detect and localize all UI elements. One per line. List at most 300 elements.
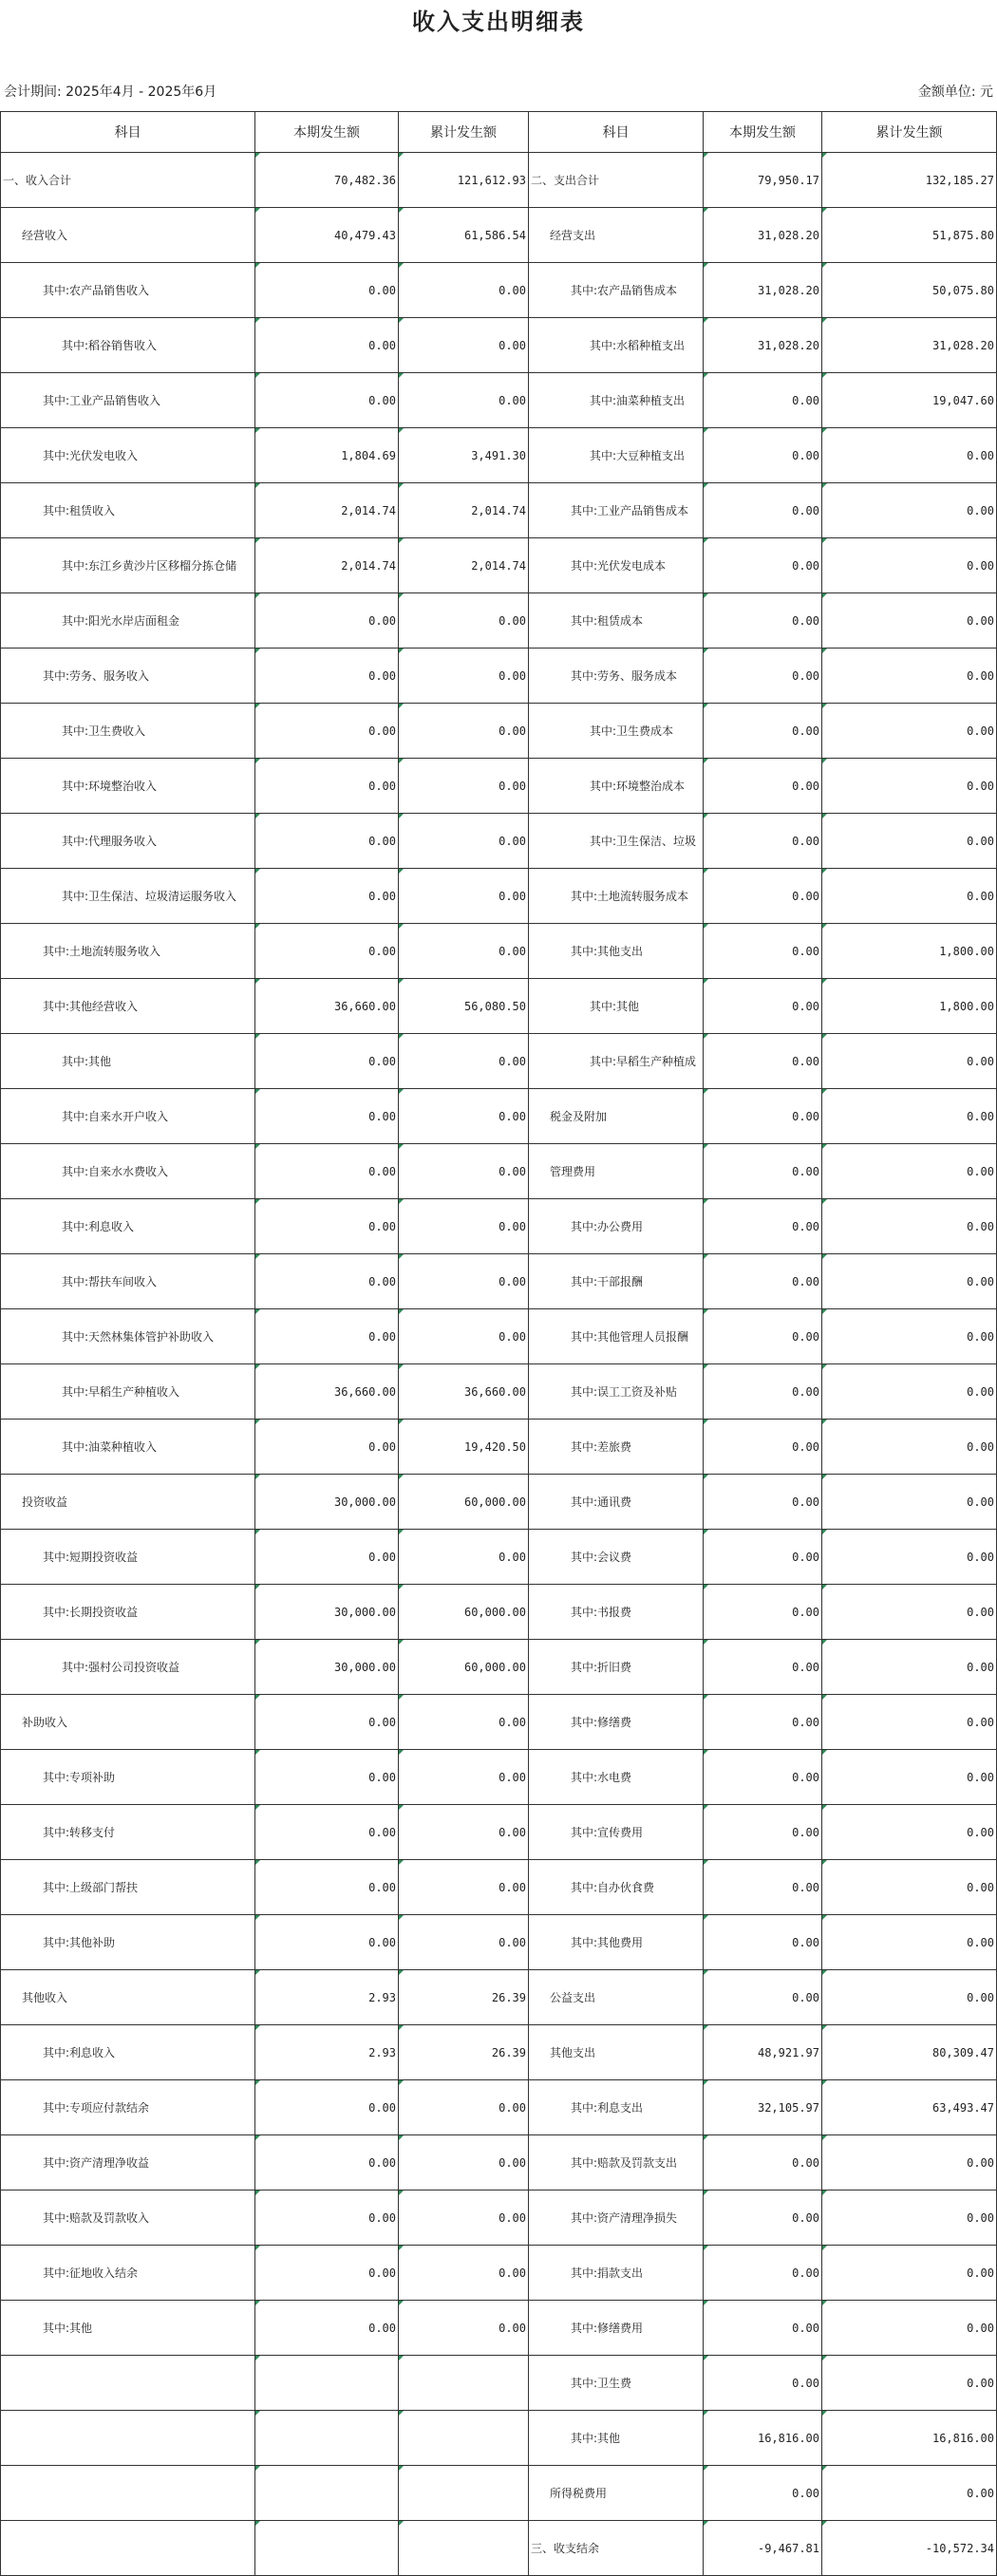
income-cumulative-cell: 0.00 bbox=[399, 1750, 529, 1805]
income-subject-cell: 其中:劳务、服务收入 bbox=[1, 649, 255, 704]
income-cumulative-cell: 0.00 bbox=[399, 924, 529, 979]
expense-subject-cell: 其中:修缮费 bbox=[529, 1695, 704, 1750]
expense-subject-cell: 其中:光伏发电成本 bbox=[529, 538, 704, 593]
expense-cumulative-cell: 0.00 bbox=[822, 483, 997, 538]
income-cumulative-cell: 0.00 bbox=[399, 1309, 529, 1364]
income-cumulative-cell bbox=[399, 2466, 529, 2521]
expense-subject-cell: 管理费用 bbox=[529, 1144, 704, 1199]
income-cumulative-cell: 60,000.00 bbox=[399, 1585, 529, 1640]
expense-subject-cell: 其中:赔款及罚款支出 bbox=[529, 2135, 704, 2191]
expense-current-cell: 0.00 bbox=[704, 2191, 822, 2246]
expense-cumulative-cell: 16,816.00 bbox=[822, 2411, 997, 2466]
expense-cumulative-cell: 0.00 bbox=[822, 1144, 997, 1199]
header-subject-income: 科目 bbox=[1, 112, 255, 153]
expense-current-cell: 0.00 bbox=[704, 1805, 822, 1860]
expense-cumulative-cell: 0.00 bbox=[822, 1309, 997, 1364]
expense-current-cell: 0.00 bbox=[704, 2466, 822, 2521]
income-cumulative-cell: 0.00 bbox=[399, 759, 529, 814]
income-cumulative-cell: 19,420.50 bbox=[399, 1420, 529, 1475]
expense-subject-cell: 其中:早稻生产种植成 bbox=[529, 1034, 704, 1089]
table-row bbox=[1, 1420, 997, 1475]
income-cumulative-cell: 0.00 bbox=[399, 1915, 529, 1970]
income-current-cell: 2,014.74 bbox=[255, 538, 399, 593]
income-current-cell: 0.00 bbox=[255, 1805, 399, 1860]
expense-cumulative-cell: 51,875.80 bbox=[822, 208, 997, 263]
expense-cumulative-cell: 0.00 bbox=[822, 593, 997, 649]
expense-current-cell: 0.00 bbox=[704, 1144, 822, 1199]
income-cumulative-cell: 60,000.00 bbox=[399, 1475, 529, 1530]
income-cumulative-cell bbox=[399, 2411, 529, 2466]
income-subject-cell: 其中:征地收入结余 bbox=[1, 2246, 255, 2301]
income-current-cell: 0.00 bbox=[255, 1199, 399, 1254]
income-subject-cell: 其中:其他经营收入 bbox=[1, 979, 255, 1034]
table-row bbox=[1, 1805, 997, 1860]
income-current-cell: 0.00 bbox=[255, 759, 399, 814]
income-cumulative-cell: 0.00 bbox=[399, 1860, 529, 1915]
income-subject-cell: 其中:工业产品销售收入 bbox=[1, 373, 255, 428]
income-cumulative-cell: 26.39 bbox=[399, 2025, 529, 2080]
income-current-cell: 0.00 bbox=[255, 2191, 399, 2246]
table-body bbox=[1, 153, 997, 2576]
income-current-cell: 36,660.00 bbox=[255, 979, 399, 1034]
expense-cumulative-cell: 50,075.80 bbox=[822, 263, 997, 318]
income-subject-cell: 经营收入 bbox=[1, 208, 255, 263]
header-cumulative-amount-income: 累计发生额 bbox=[399, 112, 529, 153]
income-cumulative-cell: 0.00 bbox=[399, 1695, 529, 1750]
income-current-cell: 0.00 bbox=[255, 814, 399, 869]
expense-subject-cell: 其他支出 bbox=[529, 2025, 704, 2080]
table-row bbox=[1, 1254, 997, 1309]
expense-cumulative-cell: 31,028.20 bbox=[822, 318, 997, 373]
income-current-cell bbox=[255, 2466, 399, 2521]
expense-subject-cell: 所得税费用 bbox=[529, 2466, 704, 2521]
income-current-cell: 2.93 bbox=[255, 2025, 399, 2080]
income-subject-cell: 其中:东江乡黄沙片区移榴分拣仓储 bbox=[1, 538, 255, 593]
income-current-cell: 0.00 bbox=[255, 1530, 399, 1585]
income-cumulative-cell: 0.00 bbox=[399, 1089, 529, 1144]
income-subject-cell: 其中:上级部门帮扶 bbox=[1, 1860, 255, 1915]
income-cumulative-cell: 0.00 bbox=[399, 1199, 529, 1254]
expense-cumulative-cell: 80,309.47 bbox=[822, 2025, 997, 2080]
income-subject-cell: 其中:光伏发电收入 bbox=[1, 428, 255, 483]
expense-current-cell: 0.00 bbox=[704, 1530, 822, 1585]
income-current-cell: 0.00 bbox=[255, 924, 399, 979]
table-row bbox=[1, 1750, 997, 1805]
income-current-cell bbox=[255, 2521, 399, 2576]
currency-unit: 金额单位: 元 bbox=[917, 85, 993, 100]
expense-cumulative-cell: -10,572.34 bbox=[822, 2521, 997, 2576]
income-current-cell: 2,014.74 bbox=[255, 483, 399, 538]
income-current-cell: 2.93 bbox=[255, 1970, 399, 2025]
expense-subject-cell: 其中:折旧费 bbox=[529, 1640, 704, 1695]
expense-current-cell: 16,816.00 bbox=[704, 2411, 822, 2466]
table-row bbox=[1, 2025, 997, 2080]
expense-current-cell: 0.00 bbox=[704, 1585, 822, 1640]
expense-cumulative-cell: 1,800.00 bbox=[822, 924, 997, 979]
expense-subject-cell: 其中:修缮费用 bbox=[529, 2301, 704, 2356]
expense-cumulative-cell: 0.00 bbox=[822, 428, 997, 483]
expense-subject-cell: 其中:其他支出 bbox=[529, 924, 704, 979]
table-row bbox=[1, 1144, 997, 1199]
expense-subject-cell: 其中:环境整治成本 bbox=[529, 759, 704, 814]
income-cumulative-cell: 0.00 bbox=[399, 1144, 529, 1199]
income-subject-cell: 其中:代理服务收入 bbox=[1, 814, 255, 869]
expense-cumulative-cell: 1,800.00 bbox=[822, 979, 997, 1034]
income-cumulative-cell: 0.00 bbox=[399, 814, 529, 869]
expense-cumulative-cell: 132,185.27 bbox=[822, 153, 997, 208]
expense-current-cell: 0.00 bbox=[704, 1034, 822, 1089]
expense-subject-cell: 其中:土地流转服务成本 bbox=[529, 869, 704, 924]
expense-current-cell: 0.00 bbox=[704, 979, 822, 1034]
expense-cumulative-cell: 0.00 bbox=[822, 759, 997, 814]
income-current-cell: 0.00 bbox=[255, 593, 399, 649]
income-subject-cell: 其中:强村公司投资收益 bbox=[1, 1640, 255, 1695]
income-current-cell: 0.00 bbox=[255, 2246, 399, 2301]
expense-current-cell: 0.00 bbox=[704, 649, 822, 704]
expense-current-cell: 0.00 bbox=[704, 483, 822, 538]
income-subject-cell: 其中:其他 bbox=[1, 2301, 255, 2356]
income-cumulative-cell: 56,080.50 bbox=[399, 979, 529, 1034]
expense-current-cell: 0.00 bbox=[704, 1695, 822, 1750]
expense-subject-cell: 其中:卫生费 bbox=[529, 2356, 704, 2411]
table-row bbox=[1, 2246, 997, 2301]
income-cumulative-cell: 0.00 bbox=[399, 318, 529, 373]
table-row bbox=[1, 208, 997, 263]
header-current-amount-expense: 本期发生额 bbox=[704, 112, 822, 153]
income-current-cell: 0.00 bbox=[255, 1915, 399, 1970]
expense-subject-cell: 其中:利息支出 bbox=[529, 2080, 704, 2135]
expense-current-cell: 0.00 bbox=[704, 593, 822, 649]
expense-cumulative-cell: 0.00 bbox=[822, 869, 997, 924]
income-cumulative-cell: 0.00 bbox=[399, 2246, 529, 2301]
expense-subject-cell: 其中:捐款支出 bbox=[529, 2246, 704, 2301]
income-current-cell: 0.00 bbox=[255, 2080, 399, 2135]
income-current-cell: 0.00 bbox=[255, 373, 399, 428]
income-subject-cell: 其中:帮扶车间收入 bbox=[1, 1254, 255, 1309]
income-current-cell: 0.00 bbox=[255, 1144, 399, 1199]
income-subject-cell: 其中:稻谷销售收入 bbox=[1, 318, 255, 373]
table-row bbox=[1, 2521, 997, 2576]
income-current-cell: 36,660.00 bbox=[255, 1364, 399, 1420]
table-row bbox=[1, 373, 997, 428]
table-row bbox=[1, 1970, 997, 2025]
expense-subject-cell: 其中:工业产品销售成本 bbox=[529, 483, 704, 538]
income-cumulative-cell: 121,612.93 bbox=[399, 153, 529, 208]
table-row bbox=[1, 483, 997, 538]
expense-current-cell: 31,028.20 bbox=[704, 318, 822, 373]
expense-cumulative-cell: 0.00 bbox=[822, 1695, 997, 1750]
expense-subject-cell: 其中:会议费 bbox=[529, 1530, 704, 1585]
expense-subject-cell: 其中:卫生保洁、垃圾 bbox=[529, 814, 704, 869]
table-row bbox=[1, 1309, 997, 1364]
income-cumulative-cell: 3,491.30 bbox=[399, 428, 529, 483]
expense-subject-cell: 其中:自办伙食费 bbox=[529, 1860, 704, 1915]
income-cumulative-cell: 0.00 bbox=[399, 263, 529, 318]
expense-cumulative-cell: 0.00 bbox=[822, 704, 997, 759]
table-row bbox=[1, 2191, 997, 2246]
income-cumulative-cell: 36,660.00 bbox=[399, 1364, 529, 1420]
expense-current-cell: 79,950.17 bbox=[704, 153, 822, 208]
expense-subject-cell: 其中:农产品销售成本 bbox=[529, 263, 704, 318]
expense-cumulative-cell: 0.00 bbox=[822, 1585, 997, 1640]
income-current-cell: 30,000.00 bbox=[255, 1640, 399, 1695]
expense-current-cell: 0.00 bbox=[704, 1420, 822, 1475]
table-row bbox=[1, 593, 997, 649]
income-subject-cell: 其中:早稻生产种植收入 bbox=[1, 1364, 255, 1420]
expense-current-cell: 0.00 bbox=[704, 704, 822, 759]
expense-current-cell: 0.00 bbox=[704, 1254, 822, 1309]
table-row bbox=[1, 2356, 997, 2411]
expense-current-cell: 31,028.20 bbox=[704, 208, 822, 263]
table-row bbox=[1, 1695, 997, 1750]
income-current-cell: 0.00 bbox=[255, 1860, 399, 1915]
expense-subject-cell: 其中:其他管理人员报酬 bbox=[529, 1309, 704, 1364]
table-row bbox=[1, 1915, 997, 1970]
expense-subject-cell: 经营支出 bbox=[529, 208, 704, 263]
table-row bbox=[1, 153, 997, 208]
expense-cumulative-cell: 0.00 bbox=[822, 2191, 997, 2246]
income-cumulative-cell: 26.39 bbox=[399, 1970, 529, 2025]
table-row bbox=[1, 1199, 997, 1254]
table-row bbox=[1, 2411, 997, 2466]
expense-subject-cell: 其中:书报费 bbox=[529, 1585, 704, 1640]
expense-cumulative-cell: 0.00 bbox=[822, 1364, 997, 1420]
expense-current-cell: 0.00 bbox=[704, 2301, 822, 2356]
expense-subject-cell: 其中:其他 bbox=[529, 979, 704, 1034]
table-row bbox=[1, 1860, 997, 1915]
income-current-cell: 0.00 bbox=[255, 1750, 399, 1805]
table-row bbox=[1, 979, 997, 1034]
table-row bbox=[1, 704, 997, 759]
expense-subject-cell: 其中:通讯费 bbox=[529, 1475, 704, 1530]
income-subject-cell: 补助收入 bbox=[1, 1695, 255, 1750]
income-subject-cell: 其中:长期投资收益 bbox=[1, 1585, 255, 1640]
expense-cumulative-cell: 0.00 bbox=[822, 2301, 997, 2356]
table-row bbox=[1, 869, 997, 924]
expense-current-cell: -9,467.81 bbox=[704, 2521, 822, 2576]
income-current-cell: 0.00 bbox=[255, 1695, 399, 1750]
expense-cumulative-cell: 0.00 bbox=[822, 1970, 997, 2025]
expense-subject-cell: 其中:卫生费成本 bbox=[529, 704, 704, 759]
expense-subject-cell: 其中:差旅费 bbox=[529, 1420, 704, 1475]
header-current-amount-income: 本期发生额 bbox=[255, 112, 399, 153]
income-current-cell: 0.00 bbox=[255, 1254, 399, 1309]
expense-current-cell: 0.00 bbox=[704, 428, 822, 483]
income-subject-cell: 其中:利息收入 bbox=[1, 2025, 255, 2080]
table-row bbox=[1, 759, 997, 814]
expense-cumulative-cell: 0.00 bbox=[822, 1860, 997, 1915]
report-title: 收入支出明细表 bbox=[412, 9, 585, 35]
expense-current-cell: 48,921.97 bbox=[704, 2025, 822, 2080]
income-subject-cell: 其中:专项补助 bbox=[1, 1750, 255, 1805]
income-cumulative-cell: 0.00 bbox=[399, 2135, 529, 2191]
expense-subject-cell: 其中:油菜种植支出 bbox=[529, 373, 704, 428]
expense-current-cell: 0.00 bbox=[704, 538, 822, 593]
expense-cumulative-cell: 0.00 bbox=[822, 814, 997, 869]
expense-current-cell: 0.00 bbox=[704, 759, 822, 814]
income-cumulative-cell: 0.00 bbox=[399, 649, 529, 704]
expense-current-cell: 0.00 bbox=[704, 1860, 822, 1915]
table-row bbox=[1, 1089, 997, 1144]
income-subject-cell: 其中:转移支付 bbox=[1, 1805, 255, 1860]
expense-current-cell: 0.00 bbox=[704, 1089, 822, 1144]
income-subject-cell bbox=[1, 2356, 255, 2411]
table-row bbox=[1, 2466, 997, 2521]
table-row bbox=[1, 318, 997, 373]
table-row bbox=[1, 1530, 997, 1585]
income-cumulative-cell bbox=[399, 2356, 529, 2411]
income-subject-cell: 其中:自来水水费收入 bbox=[1, 1144, 255, 1199]
income-cumulative-cell: 0.00 bbox=[399, 2080, 529, 2135]
income-current-cell: 0.00 bbox=[255, 318, 399, 373]
expense-subject-cell: 其中:干部报酬 bbox=[529, 1254, 704, 1309]
income-current-cell: 0.00 bbox=[255, 869, 399, 924]
expense-current-cell: 0.00 bbox=[704, 2246, 822, 2301]
income-subject-cell: 其中:短期投资收益 bbox=[1, 1530, 255, 1585]
income-cumulative-cell: 0.00 bbox=[399, 1254, 529, 1309]
income-current-cell: 0.00 bbox=[255, 2301, 399, 2356]
expense-cumulative-cell: 0.00 bbox=[822, 1750, 997, 1805]
income-cumulative-cell: 0.00 bbox=[399, 1805, 529, 1860]
table-row bbox=[1, 1475, 997, 1530]
income-current-cell: 0.00 bbox=[255, 1309, 399, 1364]
table-row bbox=[1, 1034, 997, 1089]
income-cumulative-cell: 0.00 bbox=[399, 373, 529, 428]
expense-subject-cell: 其中:办公费用 bbox=[529, 1199, 704, 1254]
income-current-cell: 30,000.00 bbox=[255, 1475, 399, 1530]
income-current-cell: 0.00 bbox=[255, 1089, 399, 1144]
expense-current-cell: 0.00 bbox=[704, 1364, 822, 1420]
expense-cumulative-cell: 0.00 bbox=[822, 2135, 997, 2191]
income-current-cell: 1,804.69 bbox=[255, 428, 399, 483]
expense-current-cell: 0.00 bbox=[704, 1475, 822, 1530]
expense-subject-cell: 其中:资产清理净损失 bbox=[529, 2191, 704, 2246]
income-subject-cell: 投资收益 bbox=[1, 1475, 255, 1530]
income-subject-cell bbox=[1, 2466, 255, 2521]
table-row bbox=[1, 1640, 997, 1695]
income-cumulative-cell: 0.00 bbox=[399, 1034, 529, 1089]
income-current-cell bbox=[255, 2356, 399, 2411]
expense-cumulative-cell: 0.00 bbox=[822, 1805, 997, 1860]
income-subject-cell bbox=[1, 2521, 255, 2576]
expense-cumulative-cell: 0.00 bbox=[822, 1475, 997, 1530]
income-subject-cell: 其中:油菜种植收入 bbox=[1, 1420, 255, 1475]
table-row bbox=[1, 2080, 997, 2135]
income-current-cell: 0.00 bbox=[255, 1420, 399, 1475]
income-subject-cell: 其中:其他补助 bbox=[1, 1915, 255, 1970]
table-row bbox=[1, 1364, 997, 1420]
expense-current-cell: 0.00 bbox=[704, 814, 822, 869]
expense-current-cell: 0.00 bbox=[704, 1640, 822, 1695]
expense-subject-cell: 其中:其他 bbox=[529, 2411, 704, 2466]
income-subject-cell bbox=[1, 2411, 255, 2466]
expense-cumulative-cell: 0.00 bbox=[822, 2466, 997, 2521]
income-cumulative-cell: 0.00 bbox=[399, 2191, 529, 2246]
expense-current-cell: 0.00 bbox=[704, 1970, 822, 2025]
expense-cumulative-cell: 0.00 bbox=[822, 2356, 997, 2411]
expense-subject-cell: 其中:劳务、服务成本 bbox=[529, 649, 704, 704]
accounting-period: 会计期间: 2025年4月 - 2025年6月 bbox=[4, 85, 217, 100]
income-current-cell: 0.00 bbox=[255, 1034, 399, 1089]
income-current-cell bbox=[255, 2411, 399, 2466]
table-row bbox=[1, 2301, 997, 2356]
header-cumulative-amount-expense: 累计发生额 bbox=[822, 112, 997, 153]
expense-subject-cell: 其中:租赁成本 bbox=[529, 593, 704, 649]
income-current-cell: 0.00 bbox=[255, 2135, 399, 2191]
expense-cumulative-cell: 0.00 bbox=[822, 1420, 997, 1475]
income-subject-cell: 其中:资产清理净收益 bbox=[1, 2135, 255, 2191]
table-row bbox=[1, 649, 997, 704]
expense-subject-cell: 公益支出 bbox=[529, 1970, 704, 2025]
table-row bbox=[1, 263, 997, 318]
income-cumulative-cell: 2,014.74 bbox=[399, 483, 529, 538]
income-subject-cell: 其中:其他 bbox=[1, 1034, 255, 1089]
expense-subject-cell: 其中:宣传费用 bbox=[529, 1805, 704, 1860]
expense-current-cell: 0.00 bbox=[704, 2135, 822, 2191]
expense-cumulative-cell: 0.00 bbox=[822, 1530, 997, 1585]
expense-cumulative-cell: 0.00 bbox=[822, 1199, 997, 1254]
expense-current-cell: 32,105.97 bbox=[704, 2080, 822, 2135]
expense-current-cell: 0.00 bbox=[704, 1199, 822, 1254]
expense-current-cell: 0.00 bbox=[704, 1750, 822, 1805]
expense-cumulative-cell: 0.00 bbox=[822, 1034, 997, 1089]
income-subject-cell: 其中:农产品销售收入 bbox=[1, 263, 255, 318]
expense-cumulative-cell: 63,493.47 bbox=[822, 2080, 997, 2135]
table-row bbox=[1, 924, 997, 979]
income-subject-cell: 其中:赔款及罚款收入 bbox=[1, 2191, 255, 2246]
income-current-cell: 0.00 bbox=[255, 704, 399, 759]
income-subject-cell: 其中:环境整治收入 bbox=[1, 759, 255, 814]
income-cumulative-cell: 0.00 bbox=[399, 704, 529, 759]
expense-cumulative-cell: 0.00 bbox=[822, 538, 997, 593]
expense-current-cell: 0.00 bbox=[704, 373, 822, 428]
income-subject-cell: 其他收入 bbox=[1, 1970, 255, 2025]
income-cumulative-cell bbox=[399, 2521, 529, 2576]
income-subject-cell: 其中:利息收入 bbox=[1, 1199, 255, 1254]
income-subject-cell: 其中:专项应付款结余 bbox=[1, 2080, 255, 2135]
income-subject-cell: 其中:天然林集体管护补助收入 bbox=[1, 1309, 255, 1364]
income-current-cell: 70,482.36 bbox=[255, 153, 399, 208]
expense-current-cell: 0.00 bbox=[704, 869, 822, 924]
income-cumulative-cell: 0.00 bbox=[399, 1530, 529, 1585]
expense-cumulative-cell: 19,047.60 bbox=[822, 373, 997, 428]
income-cumulative-cell: 61,586.54 bbox=[399, 208, 529, 263]
expense-current-cell: 0.00 bbox=[704, 1309, 822, 1364]
expense-subject-cell: 三、收支结余 bbox=[529, 2521, 704, 2576]
expense-subject-cell: 税金及附加 bbox=[529, 1089, 704, 1144]
income-cumulative-cell: 0.00 bbox=[399, 869, 529, 924]
table-row bbox=[1, 538, 997, 593]
table-row bbox=[1, 1585, 997, 1640]
income-current-cell: 0.00 bbox=[255, 263, 399, 318]
expense-cumulative-cell: 0.00 bbox=[822, 649, 997, 704]
income-subject-cell: 一、收入合计 bbox=[1, 153, 255, 208]
income-cumulative-cell: 0.00 bbox=[399, 2301, 529, 2356]
income-current-cell: 0.00 bbox=[255, 649, 399, 704]
expense-cumulative-cell: 0.00 bbox=[822, 1640, 997, 1695]
income-subject-cell: 其中:土地流转服务收入 bbox=[1, 924, 255, 979]
expense-current-cell: 0.00 bbox=[704, 1915, 822, 1970]
income-subject-cell: 其中:卫生保洁、垃圾清运服务收入 bbox=[1, 869, 255, 924]
table-row bbox=[1, 814, 997, 869]
income-subject-cell: 其中:阳光水岸店面租金 bbox=[1, 593, 255, 649]
expense-cumulative-cell: 0.00 bbox=[822, 2246, 997, 2301]
expense-cumulative-cell: 0.00 bbox=[822, 1254, 997, 1309]
expense-cumulative-cell: 0.00 bbox=[822, 1089, 997, 1144]
expense-cumulative-cell: 0.00 bbox=[822, 1915, 997, 1970]
table-row bbox=[1, 428, 997, 483]
income-subject-cell: 其中:租赁收入 bbox=[1, 483, 255, 538]
